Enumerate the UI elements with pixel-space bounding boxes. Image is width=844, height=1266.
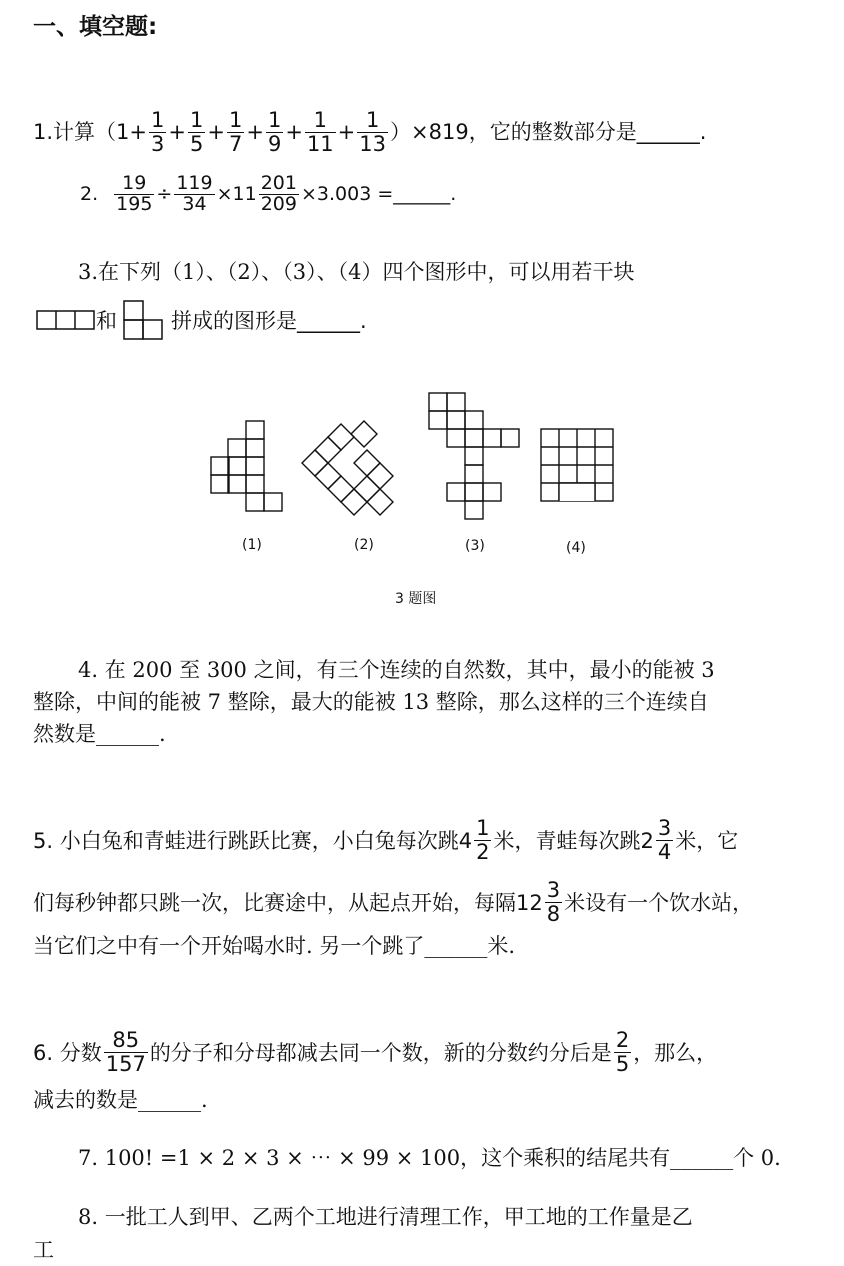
question-3-line2	[36, 300, 367, 340]
figure-1	[210, 420, 290, 516]
fraction-1-5: $\frac{1}{5}$	[189, 108, 204, 156]
question-7: 7. 100! =1 × 2 × 3 × ⋯ × 99 × 100，这个乘积的结尾共有______个 0.	[78, 1146, 781, 1170]
fraction-1-2: $\frac{1}{2}$	[476, 816, 490, 864]
q1-prefix: 1.计算（1+	[33, 120, 147, 144]
question-8-line2: 工	[33, 1238, 54, 1262]
question-3-line1: 3.在下列（1）、（2）、（3）、（4）四个图形中，可以用若干块	[78, 260, 635, 284]
question-5-line1: 5. 小白兔和青蛙进行跳跃比赛，小白兔每次跳4 $\frac{1}{2}$ 米，青蛙每次跳2 $\frac{3}{4}$ 米，它	[33, 816, 739, 864]
fraction-3-4: $\frac{3}{4}$	[657, 816, 672, 864]
question-6-line2: 减去的数是______.	[33, 1088, 208, 1112]
tromino-l-icon	[123, 300, 165, 340]
question-8-line1: 8. 一批工人到甲、乙两个工地进行清理工作，甲工地的工作量是乙	[78, 1205, 693, 1229]
fraction-1-7: $\frac{1}{7}$	[228, 108, 243, 156]
question-2: 2. $\frac{19}{195}$ ÷ $\frac{119}{34}$ ×11 $\frac{201}{209}$ ×3.003 =______.	[80, 171, 457, 215]
figure-3	[428, 392, 524, 524]
fraction-1-13: $\frac{1}{13}$	[359, 108, 387, 156]
figure-caption: 3 题图	[395, 591, 437, 607]
q2-suffix: ×3.003 =______.	[300, 183, 457, 205]
question-4-line1: 4. 在 200 至 300 之间，有三个连续的自然数，其中，最小的能被 3	[78, 658, 715, 682]
question-4-line2: 整除，中间的能被 7 整除，最大的能被 13 整除，那么这样的三个连续自	[33, 690, 709, 714]
question-1: 1.计算（1+ $\frac{1}{3}$ + $\frac{1}{5}$ + $\frac{1}{7}$ + $\frac{1}{9}$ + $\frac{1}{11}$ + $\frac{1}{13}$ ）×819，它的整数部分是______.	[33, 108, 707, 156]
fraction-1-11: $\frac{1}{11}$	[306, 108, 334, 156]
figure-4-label: (4)	[566, 540, 586, 556]
and-text: 和	[96, 309, 117, 333]
figure-3-label: (3)	[465, 538, 485, 554]
tromino-straight-icon	[36, 310, 96, 330]
fraction-1-3: $\frac{1}{3}$	[151, 108, 165, 156]
figure-2	[298, 415, 410, 523]
question-6-line1: 6. 分数 $\frac{85}{157}$ 的分子和分母都减去同一个数，新的分数约分后是 $\frac{2}{5}$ ，那么，	[33, 1028, 718, 1076]
fraction-3-8: $\frac{3}{8}$	[546, 878, 561, 926]
section-title: 一、填空题:	[33, 14, 158, 40]
fraction-119-34: $\frac{119}{34}$	[176, 171, 213, 215]
figure-4	[540, 428, 616, 504]
fraction-1-9: $\frac{1}{9}$	[267, 108, 282, 156]
fraction-2-5: $\frac{2}{5}$	[615, 1028, 630, 1076]
q2-prefix: 2.	[80, 183, 99, 205]
fraction-201-209: $\frac{201}{209}$	[260, 171, 297, 215]
question-5-line3: 当它们之中有一个开始喝水时. 另一个跳了______米.	[33, 934, 516, 958]
question-5-line2: 们每秒钟都只跳一次，比赛途中，从起点开始，每隔12 $\frac{3}{8}$ 米设有一个饮水站，	[33, 878, 754, 926]
figure-2-label: (2)	[354, 537, 374, 553]
q1-suffix: ）×819，它的整数部分是______.	[390, 120, 707, 144]
question-4-line3: 然数是______.	[33, 722, 166, 746]
q3-line2-end: 拼成的图形是______.	[171, 309, 367, 333]
fraction-85-157: $\frac{85}{157}$	[105, 1028, 146, 1076]
fraction-19-195: $\frac{19}{195}$	[116, 171, 153, 215]
figure-1-label: (1)	[242, 537, 262, 553]
